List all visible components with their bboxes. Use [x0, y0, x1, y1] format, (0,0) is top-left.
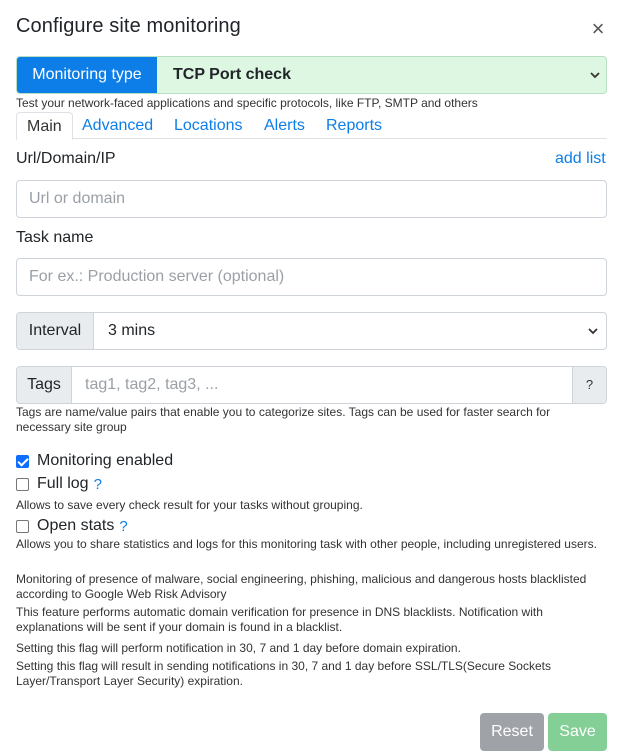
monitoring-type-label: Monitoring type	[17, 57, 157, 93]
full-log-row	[16, 474, 102, 494]
monitoring-type-select[interactable]	[16, 56, 607, 94]
ssl-expiration-note: Setting this flag will result in sending notifications in 30, 7 and 1 day before SSL/TLS(Secure Sockets Layer/Transport Layer Security) expiration.	[16, 659, 551, 688]
full-log-label: Full log	[37, 475, 89, 492]
tags-group	[16, 366, 607, 404]
open-stats-checkbox[interactable]	[16, 520, 29, 533]
interval-label: Interval	[17, 313, 94, 349]
chevron-down-icon	[590, 70, 600, 80]
open-stats-help-link[interactable]: ?	[119, 517, 128, 535]
tags-input[interactable]: tag1, tag2, tag3, ...	[85, 376, 219, 393]
monitoring-enabled-checkbox[interactable]	[16, 455, 29, 468]
monitoring-type-value: TCP Port check	[173, 66, 291, 83]
domain-expiration-note: Setting this flag will perform notification in 30, 7 and 1 day before domain expiration.	[16, 641, 461, 655]
monitoring-type-description: Test your network-faced applications and specific protocols, like FTP, SMTP and others	[16, 96, 478, 110]
add-list-link[interactable]: add list	[555, 150, 606, 167]
interval-select[interactable]	[94, 313, 606, 349]
interval-group	[16, 312, 607, 350]
tags-help-button[interactable]: ?	[572, 367, 606, 403]
dialog-header	[0, 0, 620, 56]
task-name-input[interactable]: For ex.: Production server (optional)	[16, 258, 607, 296]
close-icon[interactable]: ×	[591, 16, 605, 41]
save-button[interactable]: Save	[548, 713, 607, 751]
monitoring-enabled-label: Monitoring enabled	[37, 452, 174, 469]
tags-label: Tags	[17, 367, 72, 403]
task-name-label: Task name	[16, 229, 94, 246]
monitoring-enabled-row	[16, 451, 173, 471]
tab-main[interactable]: Main	[16, 112, 73, 140]
monitoring-type-dropdown[interactable]	[157, 57, 606, 93]
interval-value: 3 mins	[108, 322, 156, 339]
full-log-description: Allows to save every check result for your tasks without grouping.	[16, 498, 363, 512]
tab-alerts[interactable]: Alerts	[264, 117, 305, 134]
full-log-checkbox[interactable]	[16, 478, 29, 491]
tab-reports[interactable]: Reports	[326, 117, 383, 134]
chevron-down-icon	[588, 326, 598, 336]
tags-description: Tags are name/value pairs that enable you to categorize sites. Tags can be used for faster search for necessary site group	[16, 405, 551, 434]
tab-bar	[16, 112, 607, 139]
dns-blacklist-note: This feature performs automatic domain verification for presence in DNS blacklists. Notification with explanations will be sent if your domain is found in a blacklist.	[16, 605, 543, 634]
dialog-title: Configure site monitoring	[16, 15, 241, 37]
tab-locations[interactable]: Locations	[174, 117, 243, 134]
open-stats-description: Allows you to share statistics and logs for this monitoring task with other people, including unregistered users.	[16, 537, 597, 551]
url-input[interactable]: Url or domain	[16, 180, 607, 218]
malware-note: Monitoring of presence of malware, social engineering, phishing, malicious and dangerous hosts blacklisted according to Google Web Risk Advisory	[16, 572, 587, 601]
url-label: Url/Domain/IP	[16, 150, 116, 167]
open-stats-row	[16, 516, 128, 536]
reset-button[interactable]: Reset	[480, 713, 544, 751]
open-stats-label: Open stats	[37, 517, 115, 534]
tab-advanced[interactable]: Advanced	[82, 117, 154, 134]
full-log-help-link[interactable]: ?	[93, 475, 102, 493]
